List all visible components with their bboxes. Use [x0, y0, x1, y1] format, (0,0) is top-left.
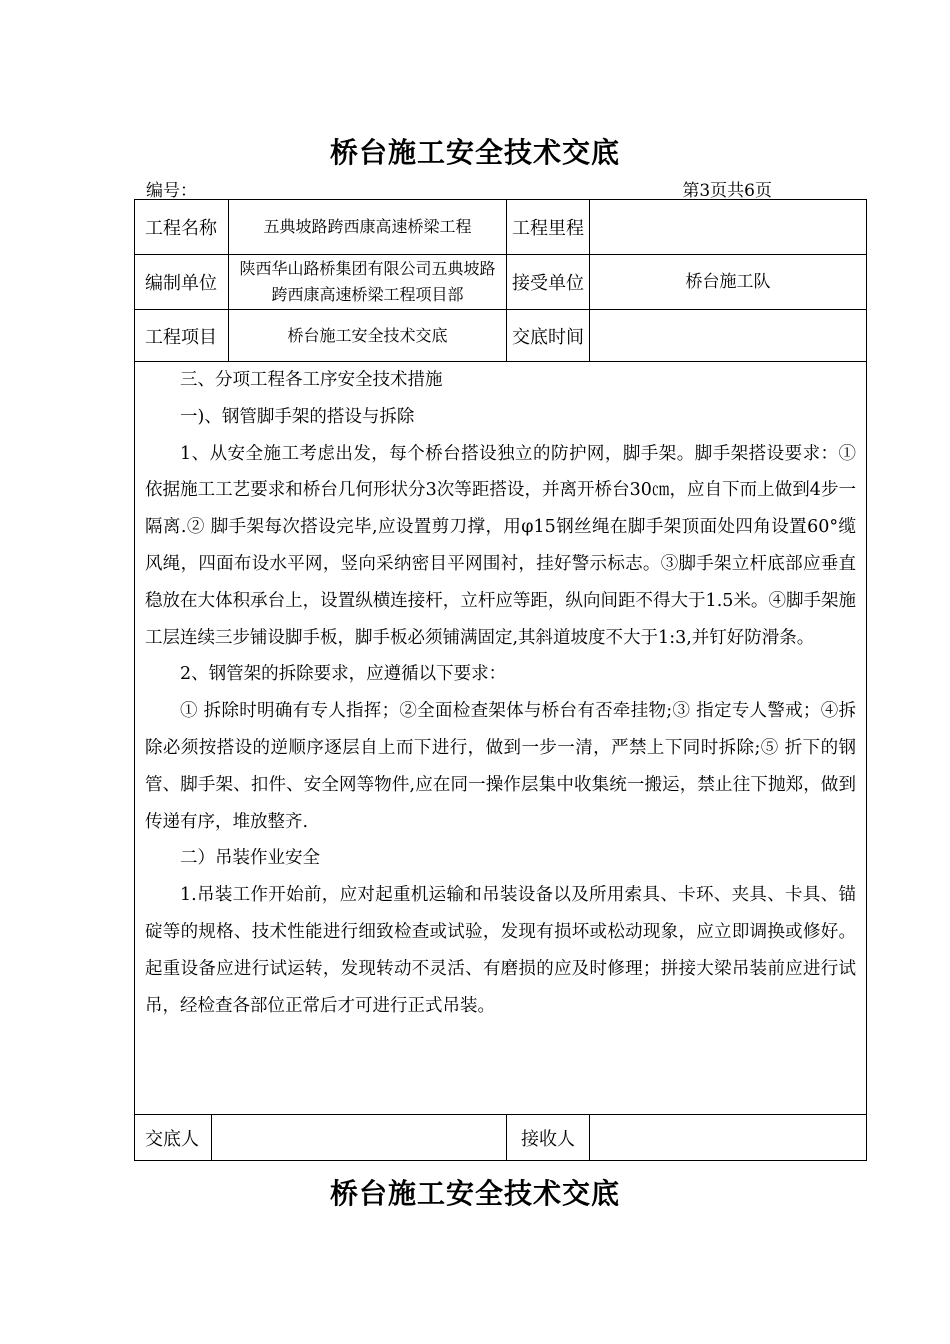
receiver-unit-label: 接受单位 [507, 255, 590, 310]
mileage-value [590, 200, 867, 255]
paragraph-lifting: 1.吊装工作开始前，应对起重机运输和吊装设备以及所用索具、卡环、夹具、卡具、锚碇等的规格、技术性能进行细致检查或试验，发现有损坏或松动现象，应立即调换或修好。起重设备应进行试运转，发现转动不灵活、有磨损的应及时修理；拼接大梁吊装前应进行试吊，经检查各部位正常后才可进行正式吊装。 [145, 885, 857, 1016]
project-name-label: 工程名称 [135, 200, 229, 255]
mileage-label: 工程里程 [507, 200, 590, 255]
paragraph-scaffold-erection: 1、从安全施工考虑出发，每个桥台搭设独立的防护网，脚手架。脚手架搭设要求：①依据施工工艺要求和桥台几何形状分3次等距搭设，并离开桥台30㎝，应自下而上做到4步一隔离.② 脚手架每次搭设完毕,应设置剪刀撑，用φ15钢丝绳在脚手架顶面处四角设置60°缆风绳，四面布设水平网，竖向采纳密目平网围衬，挂好警示标志。③脚手架立杆底部应垂直稳放在大体积承台上，设置纵横连接杆，立杆应等距，纵向间距不得大于1.5米。④脚手架施工层连续三步铺设脚手板，脚手板必须铺满固定,其斜道坡度不大于1:3,并钉好防滑条。 [145, 443, 857, 648]
project-item-label: 工程项目 [135, 310, 229, 362]
subsection-heading-lifting: 二）吊装作业安全 [180, 848, 320, 869]
receiver-label: 接收人 [507, 1115, 590, 1161]
compiler-label: 编制单位 [135, 255, 229, 310]
compiler-value: 陕西华山路桥集团有限公司五典坡路跨西康高速桥梁工程项目部 [229, 255, 507, 310]
receiver-value [590, 1115, 867, 1161]
disclosure-time-label: 交底时间 [507, 310, 590, 362]
giver-value [212, 1115, 507, 1161]
paragraph-dismantle-rules: ① 拆除时明确有专人指挥；②全面检查架体与桥台有否牵挂物;③ 指定专人警戒；④拆除必须按搭设的逆顺序逐层自上而下进行，做到一步一清，严禁上下同时拆除;⑤ 折下的钢管、脚手架、扣件、安全网等物件,应在同一操作层集中收集统一搬运，禁止往下抛郑，做到传递有序，堆放整齐. [145, 701, 857, 832]
disclosure-time-value [590, 310, 867, 362]
subsection-heading-scaffold: 一)、钢管脚手架的搭设与拆除 [180, 406, 415, 427]
serial-number-label: 编号： [146, 181, 197, 201]
giver-label: 交底人 [135, 1115, 212, 1161]
disclosure-form [134, 199, 867, 1161]
section-heading: 三、分项工程各工序安全技术措施 [180, 370, 443, 390]
content-body [135, 362, 867, 1115]
next-page-title: 桥台施工安全技术交底 [329, 1177, 620, 1210]
document-title: 桥台施工安全技术交底 [329, 136, 620, 169]
paragraph-dismantle-heading: 2、钢管架的拆除要求，应遵循以下要求： [180, 664, 507, 685]
project-name-value: 五典坡路跨西康高速桥梁工程 [229, 200, 507, 255]
receiver-unit-value: 桥台施工队 [590, 255, 867, 310]
page-indicator: 第3页共6页 [682, 181, 772, 201]
project-item-value: 桥台施工安全技术交底 [229, 310, 507, 362]
